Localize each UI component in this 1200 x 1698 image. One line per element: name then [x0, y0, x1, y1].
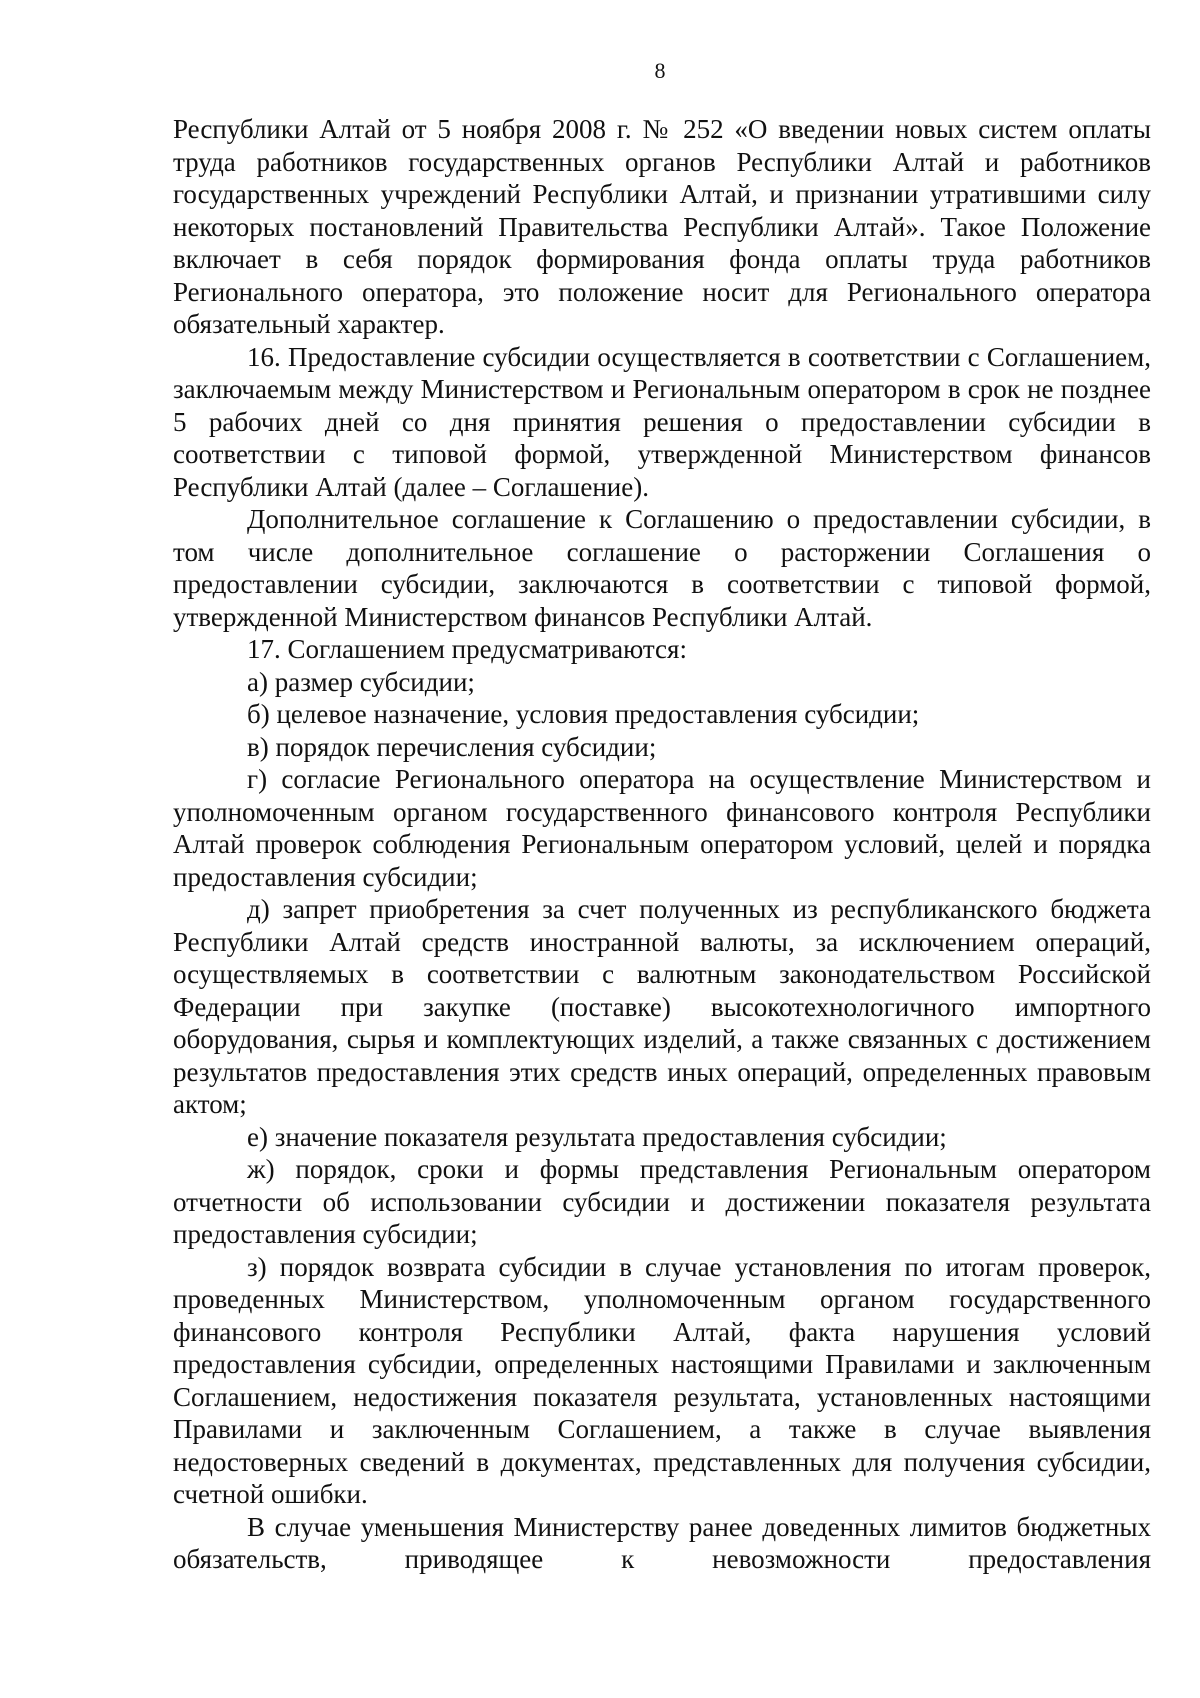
list-item-g: г) согласие Регионального оператора на осуществление Министерством и уполномоченным органом государственного финансового контроля Республики Алтай проверок соблюдения Региональным оператором условий, целей и порядка предоставления субсидии;: [173, 764, 1151, 892]
page-number: 8: [654, 58, 666, 83]
list-item-a: а) размер субсидии;: [247, 666, 475, 697]
paragraph-item-17: 17. Соглашением предусматриваются:: [247, 634, 687, 664]
list-item-e: е) значение показателя результата предоставления субсидии;: [247, 1121, 947, 1152]
list-item-zh: ж) порядок, сроки и формы представления Региональным оператором отчетности об использовании субсидии и достижении показателя результата предоставления субсидии;: [173, 1154, 1151, 1249]
paragraph-item-16: 16. Предоставление субсидии осуществляется в соответствии с Соглашением, заключаемым между Министерством и Региональным оператором в срок не позднее 5 рабочих дней со дня принятия решения о предоставлении субсидии в соответствии с типовой формой, утвержденной Министерством финансов Республики Алтай (далее – Соглашение).: [173, 341, 1151, 502]
document-body: [173, 113, 1151, 1576]
list-item-b: б) целевое назначение, условия предоставления субсидии;: [247, 699, 920, 729]
list-item-v: в) порядок перечисления субсидии;: [247, 731, 657, 762]
list-item-d: д) запрет приобретения за счет полученных из республиканского бюджета Республики Алтай средств иностранной валюты, за исключением операций, осуществляемых в соответствии с валютным законодательством Российской Федерации при закупке (поставке) высокотехнологичного импортного оборудования, сырья и комплектующих изделий, а также связанных с достижением результатов предоставления этих средств иных операций, определенных правовым актом;: [173, 894, 1151, 1119]
paragraph-additional-agreement: Дополнительное соглашение к Соглашению о предоставлении субсидии, в том числе дополнительное соглашение о расторжении Соглашения о предоставлении субсидии, заключаются в соответствии с типовой формой, утвержденной Министерством финансов Республики Алтай.: [173, 504, 1151, 632]
paragraph-limits-reduction: В случае уменьшения Министерству ранее доведенных лимитов бюджетных обязательств, приводящее к невозможности предоставления: [173, 1511, 1151, 1574]
list-item-z: з) порядок возврата субсидии в случае установления по итогам проверок, проведенных Министерством, уполномоченным органом государственного финансового контроля Республики Алтай, факта нарушения условий предоставления субсидии, определенных настоящими Правилами и заключенным Соглашением, недостижения показателя результата, установленных настоящими Правилами и заключенным Соглашением, а также в случае выявления недостоверных сведений в документах, представленных для получения субсидии, счетной ошибки.: [173, 1251, 1151, 1509]
paragraph-continuation: Республики Алтай от 5 ноября 2008 г. № 252 «О введении новых систем оплаты труда работников государственных органов Республики Алтай и работников государственных учреждений Республики Алтай, и признании утратившими силу некоторых постановлений Правительства Республики Алтай». Такое Положение включает в себя порядок формирования фонда оплаты труда работников Регионального оператора, это положение носит для Регионального оператора обязательный характер.: [173, 114, 1151, 339]
